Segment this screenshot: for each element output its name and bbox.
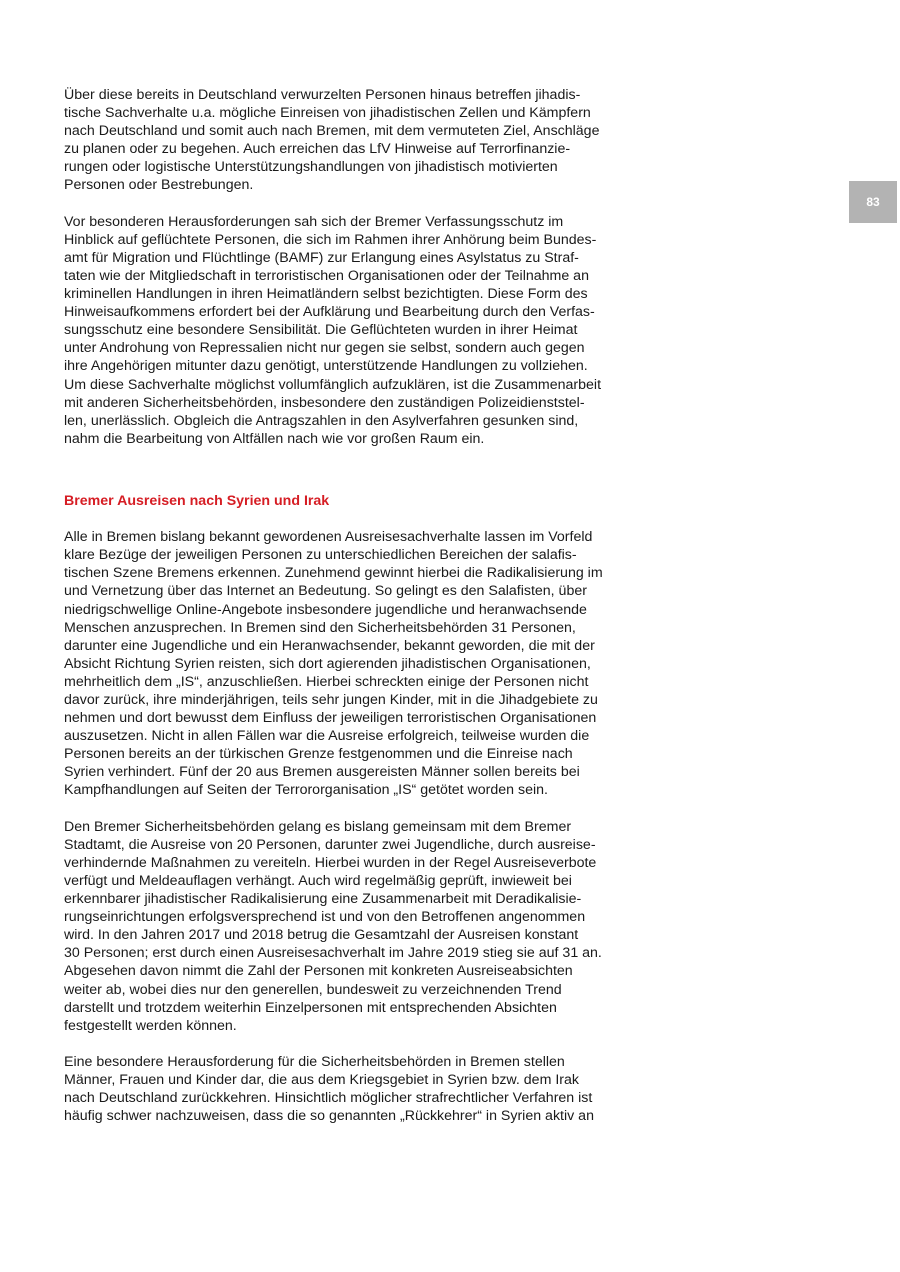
paragraph: [64, 818, 612, 1035]
text-line: wird. In den Jahren 2017 und 2018 betrug die Gesamtzahl der Ausreisen konstant: [64, 927, 579, 944]
section-heading: Bremer Ausreisen nach Syrien und Irak: [64, 492, 330, 509]
text-line: unter Androhung von Repressalien nicht nur gegen sie selbst, sondern auch gegen: [64, 340, 585, 357]
text-line: Kampfhandlungen auf Seiten der Terrororganisation „IS“ getötet worden sein.: [64, 782, 548, 799]
paragraph-spacer: [64, 448, 612, 466]
text-line: amt für Migration und Flüchtlinge (BAMF) zur Erlangung eines Asylstatus zu Straf-: [64, 249, 579, 266]
text-line: sungsschutz eine besondere Sensibilität. Die Geflüchteten wurden in ihrer Heimat: [64, 322, 578, 339]
text-line: nach Deutschland und somit auch nach Bremen, mit dem vermuteten Ziel, Anschläge: [64, 123, 600, 140]
page-number: 83: [866, 195, 880, 209]
paragraph-spacer: [64, 1035, 612, 1053]
text-line: Vor besonderen Herausforderungen sah sich der Bremer Verfassungsschutz im: [64, 213, 564, 230]
text-line: kriminellen Handlungen in ihren Heimatländern selbst bezichtigten. Diese Form des: [64, 286, 588, 303]
text-line: 30 Personen; erst durch einen Ausreisesachverhalt im Jahre 2019 stieg sie auf 31 an.: [64, 945, 602, 962]
text-line: Um diese Sachverhalte möglichst vollumfänglich aufzuklären, ist die Zusammenarbeit: [64, 376, 602, 393]
text-line: verfügt und Meldeauflagen verhängt. Auch wird regelmäßig geprüft, inwieweit bei: [64, 872, 572, 889]
text-line: darunter eine Jugendliche und ein Heranwachsender, bekannt geworden, die mit der: [64, 637, 595, 654]
text-line: rungseinrichtungen erfolgsversprechend ist und von den Betroffenen angenommen: [64, 909, 586, 926]
text-line: Den Bremer Sicherheitsbehörden gelang es bislang gemeinsam mit dem Bremer: [64, 818, 572, 835]
text-line: taten wie der Mitgliedschaft in terroristischen Organisationen oder der Teilnahme an: [64, 267, 589, 284]
text-line: Stadtamt, die Ausreise von 20 Personen, darunter zwei Jugendliche, durch ausreise-: [64, 836, 596, 853]
text-line: tische Sachverhalte u.a. mögliche Einreisen von jihadistischen Zellen und Kämpfern: [64, 105, 591, 122]
text-line: Abgesehen davon nimmt die Zahl der Personen mit konkreten Ausreiseabsichten: [64, 963, 573, 980]
paragraph-spacer: [64, 195, 612, 213]
paragraph: [64, 1053, 612, 1125]
text-line: und Vernetzung über das Internet an Bedeutung. So gelingt es den Salafisten, über: [64, 583, 587, 600]
text-line: häufig schwer nachzuweisen, dass die so genannten „Rückkehrer“ in Syrien aktiv an: [64, 1108, 594, 1125]
page-number-badge: [849, 181, 897, 223]
text-line: auszusetzen. Nicht in allen Fällen war die Ausreise erfolgreich, teilweise wurden die: [64, 728, 590, 745]
text-line: zu planen oder zu begehen. Auch erreichen das LfV Hinweise auf Terrorfinanzie-: [64, 141, 571, 158]
text-line: erkennbarer jihadistischer Radikalisierung eine Zusammenarbeit mit Deradikalisie-: [64, 891, 582, 908]
text-line: Alle in Bremen bislang bekannt gewordenen Ausreisesachverhalte lassen im Vorfeld: [64, 529, 593, 546]
text-line: nahm die Bearbeitung von Altfällen nach wie vor großen Raum ein.: [64, 430, 485, 447]
text-line: Syrien verhindert. Fünf der 20 aus Bremen ausgereisten Männer sollen bereits bei: [64, 764, 580, 781]
text-line: Hinblick auf geflüchtete Personen, die sich im Rahmen ihrer Anhörung beim Bundes-: [64, 231, 597, 248]
text-line: festgestellt werden können.: [64, 1017, 237, 1034]
text-line: nach Deutschland zurückkehren. Hinsichtlich möglicher strafrechtlicher Verfahren ist: [64, 1090, 593, 1107]
heading-spacer: [64, 466, 612, 492]
text-line: mehrheitlich dem „IS“, anzuschließen. Hierbei schreckten einige der Personen nicht: [64, 673, 589, 690]
text-line: Absicht Richtung Syrien reisten, sich dort agierenden jihadistischen Organisationen,: [64, 655, 591, 672]
text-line: Hinweisaufkommens erfordert bei der Aufklärung und Bearbeitung durch den Verfas-: [64, 304, 595, 321]
text-line: Personen bereits an der türkischen Grenze festgenommen und die Einreise nach: [64, 746, 573, 763]
text-line: ihre Angehörigen mitunter dazu genötigt, unterstützende Handlungen zu vollziehen.: [64, 358, 588, 375]
paragraph-spacer: [64, 800, 612, 818]
text-line: Personen oder Bestrebungen.: [64, 177, 254, 194]
text-line: darstellt und trotzdem weiterhin Einzelpersonen mit entsprechenden Absichten: [64, 999, 557, 1016]
text-line: klare Bezüge der jeweiligen Personen zu unterschiedlichen Bereichen der salafis-: [64, 547, 577, 564]
text-line: rungen oder logistische Unterstützungshandlungen von jihadistisch motivierten: [64, 159, 558, 176]
text-line: mit anderen Sicherheitsbehörden, insbesondere den zuständigen Polizeidienststel-: [64, 394, 585, 411]
paragraph-spacer: [64, 510, 612, 528]
paragraph: [64, 213, 612, 448]
text-line: len, unerlässlich. Obgleich die Antragszahlen in den Asylverfahren gesunken sind,: [64, 412, 579, 429]
text-line: weiter ab, wobei dies nur den generellen, bundesweit zu verzeichnenden Trend: [64, 981, 562, 998]
text-line: tischen Szene Bremens erkennen. Zunehmend gewinnt hierbei die Radikalisierung im: [64, 565, 603, 582]
text-line: niedrigschwellige Online-Angebote insbesondere jugendliche und heranwachsende: [64, 601, 587, 618]
text-line: Über diese bereits in Deutschland verwurzelten Personen hinaus betreffen jihadis-: [64, 87, 581, 103]
paragraph: [64, 528, 612, 799]
text-line: nehmen und dort bewusst dem Einfluss der jeweiligen terroristischen Organisationen: [64, 710, 597, 727]
text-line: davor zurück, ihre minderjährigen, teils sehr jungen Kinder, mit in die Jihadgebiete zu: [64, 692, 598, 708]
text-line: Eine besondere Herausforderung für die Sicherheitsbehörden in Bremen stellen: [64, 1053, 565, 1070]
text-line: Menschen anzusprechen. In Bremen sind den Sicherheitsbehörden 31 Personen,: [64, 619, 576, 636]
text-line: Männer, Frauen und Kinder dar, die aus dem Kriegsgebiet in Syrien bzw. dem Irak: [64, 1071, 579, 1088]
paragraph: [64, 86, 612, 195]
text-column: [64, 86, 612, 1125]
text-line: verhindernde Maßnahmen zu vereiteln. Hierbei wurden in der Regel Ausreiseverbote: [64, 854, 597, 871]
